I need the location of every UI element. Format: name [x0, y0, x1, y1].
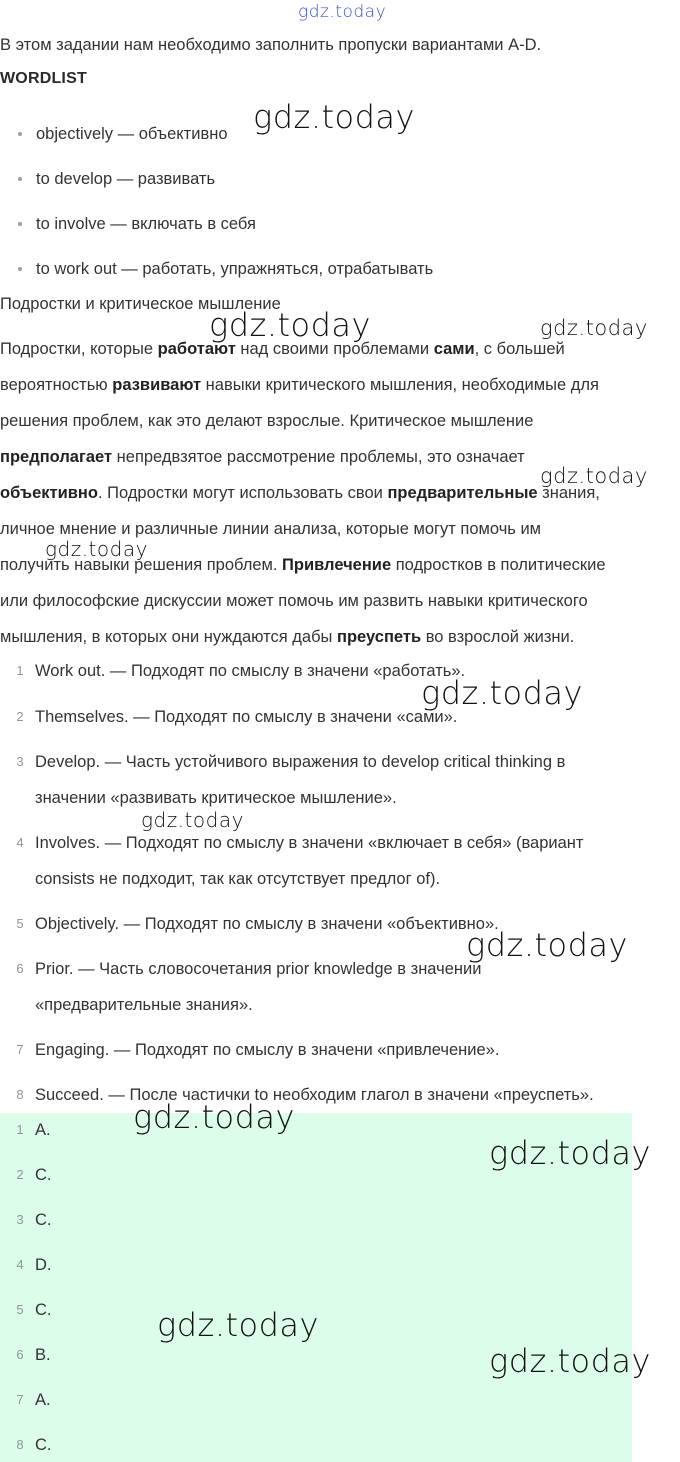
explanation-text: Succeed. — После частички to необходим глагол в значени «преуспеть».: [35, 1086, 594, 1104]
text-segment: во взрослой жизни.: [421, 628, 575, 646]
bullet-dot: [18, 132, 22, 136]
explanation-number: 3: [16, 754, 24, 769]
paragraph-line: [0, 482, 600, 504]
wordlist-item: to develop — развивать: [36, 170, 216, 188]
explanation-text: Engaging. — Подходят по смыслу в значени «привлечение».: [35, 1041, 500, 1059]
answer-number: 7: [16, 1392, 24, 1407]
intro-text: В этом задании нам необходимо заполнить пропуски вариантами A-D.: [0, 36, 542, 54]
watermark-top: gdz.today: [298, 2, 387, 22]
text-segment: навыки критического мышления, необходимые для: [201, 376, 599, 394]
text-segment: над своими проблемами: [235, 340, 434, 358]
text-segment: . Подростки могут использовать свои: [97, 484, 388, 502]
explanation-number: 8: [16, 1087, 24, 1102]
text-segment: получить навыки решения проблем.: [0, 556, 283, 574]
answer-value: D.: [35, 1256, 52, 1274]
wordlist-item: to involve — включать в себя: [36, 215, 256, 233]
wordlist-item: objectively — объективно: [36, 125, 228, 143]
paragraph-line: [0, 374, 599, 396]
text-segment: Подростки, которые: [0, 340, 158, 358]
wordlist-item: to work out — работать, упражняться, отрабатывать: [36, 260, 434, 278]
explanation-number: 2: [16, 709, 24, 724]
bold-word: предполагает: [0, 448, 113, 466]
watermark: gdz.today: [540, 464, 648, 488]
bold-word: сами: [433, 340, 475, 358]
explanation-text: consists не подходит, так как отсутствует предлог of).: [35, 870, 441, 888]
watermark: gdz.today: [133, 1098, 295, 1136]
watermark: gdz.today: [141, 808, 244, 832]
watermark: gdz.today: [540, 316, 648, 340]
explanation-number: 1: [16, 663, 24, 678]
watermark: gdz.today: [466, 926, 628, 964]
watermark: gdz.today: [157, 1306, 319, 1344]
answer-number: 8: [16, 1437, 24, 1452]
explanation-number: 5: [16, 916, 24, 931]
watermark: gdz.today: [209, 306, 371, 344]
bold-word: преуспеть: [337, 628, 422, 646]
explanation-text: Objectively. — Подходят по смыслу в значени «объективно».: [35, 915, 499, 933]
watermark: gdz.today: [489, 1134, 651, 1172]
text-segment: знания,: [537, 484, 600, 502]
bullet-dot: [18, 267, 22, 271]
explanation-text: Prior. — Часть словосочетания prior knowledge в значении: [35, 960, 482, 978]
bold-word: развивают: [112, 376, 202, 394]
bold-word: объективно: [0, 484, 98, 502]
explanation-number: 6: [16, 961, 24, 976]
watermark: gdz.today: [489, 1342, 651, 1380]
wordlist-heading: WORDLIST: [0, 70, 87, 87]
explanation-text: Work out. — Подходят по смыслу в значени «работать».: [35, 662, 466, 680]
bold-word: Привлечение: [282, 556, 392, 574]
text-segment: мышления, в которых они нуждаются дабы: [0, 628, 337, 646]
explanation-text: Develop. — Часть устойчивого выражения to develop critical thinking в: [35, 753, 566, 771]
paragraph-line: [0, 446, 525, 468]
text-segment: личное мнение и различные линии анализа, которые могут помочь им: [0, 520, 542, 538]
bullet-dot: [18, 222, 22, 226]
explanation-text: значении «развивать критическое мышление».: [35, 789, 397, 807]
explanation-number: 4: [16, 835, 24, 850]
explanation-number: 7: [16, 1042, 24, 1057]
explanation-text: «предварительные знания».: [35, 996, 253, 1014]
answer-number: 4: [16, 1257, 24, 1272]
text-segment: или философские дискуссии может помочь им развить навыки критического: [0, 592, 588, 610]
answer-value: C.: [35, 1301, 52, 1319]
answer-number: 2: [16, 1167, 24, 1182]
text-segment: непредвзятое рассмотрение проблемы, это означает: [112, 448, 525, 466]
text-segment: , с большей: [474, 340, 565, 358]
text-segment: подростков в политические: [391, 556, 606, 574]
watermark: gdz.today: [421, 674, 583, 712]
answer-number: 3: [16, 1212, 24, 1227]
paragraph-line: [0, 626, 574, 648]
explanation-text: Themselves. — Подходят по смыслу в значени «сами».: [35, 708, 458, 726]
bold-word: предварительные: [387, 484, 538, 502]
answer-value: A.: [35, 1121, 51, 1139]
paragraph-line: [0, 410, 533, 432]
answer-number: 6: [16, 1347, 24, 1362]
watermark: gdz.today: [253, 98, 415, 136]
answer-number: 1: [16, 1122, 24, 1137]
bullet-dot: [18, 177, 22, 181]
answer-value: A.: [35, 1391, 51, 1409]
answer-number: 5: [16, 1302, 24, 1317]
watermark: gdz.today: [45, 537, 148, 561]
text-segment: вероятностью: [0, 376, 113, 394]
answer-value: C.: [35, 1211, 52, 1229]
answer-value: C.: [35, 1436, 52, 1454]
bold-word: работают: [157, 340, 236, 358]
answer-value: B.: [35, 1346, 51, 1364]
explanation-text: Involves. — Подходят по смыслу в значени «включает в себя» (вариант: [35, 834, 584, 852]
text-segment: решения проблем, как это делают взрослые. Критическое мышление: [0, 412, 534, 430]
text-title: Подростки и критическое мышление: [0, 295, 281, 313]
answer-value: C.: [35, 1166, 52, 1184]
paragraph-line: [0, 590, 588, 612]
